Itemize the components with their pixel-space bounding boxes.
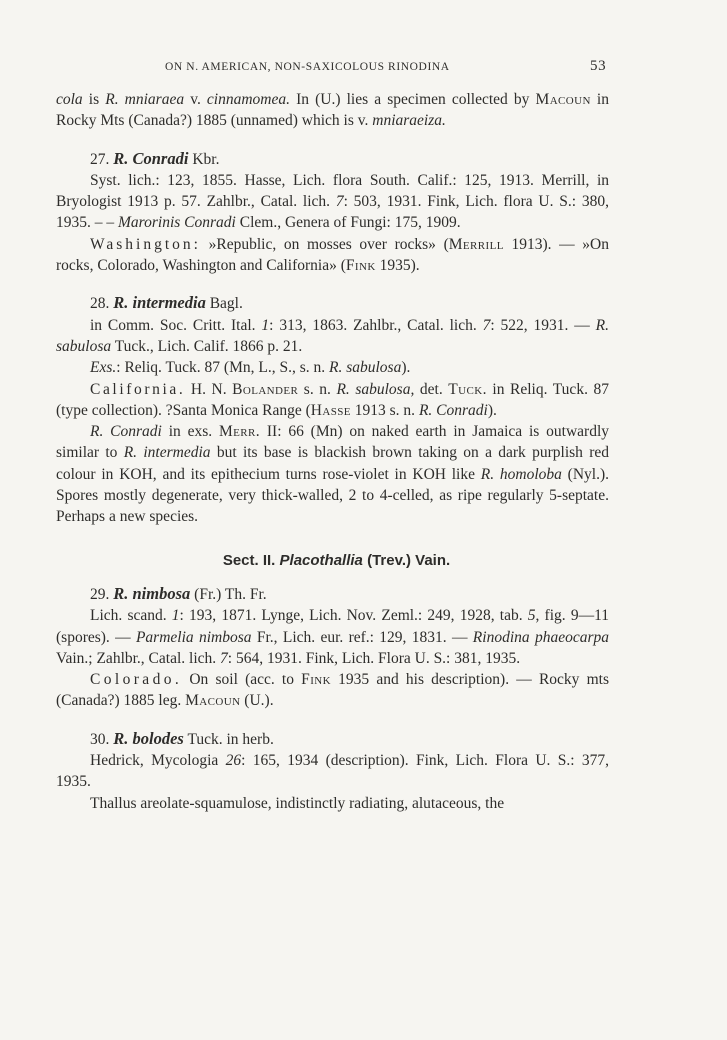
- text-run: Thallus areolate-squamulose, indistinctly radiating, alutaceous, the: [90, 794, 505, 812]
- note-28: [56, 421, 609, 527]
- text-run: Lich. scand.: [90, 607, 172, 625]
- text-run: : 165, 1934 (description). Fink, Lich. Flora U. S.: 377, 1935.: [56, 752, 610, 791]
- species-author: Bagl.: [205, 295, 243, 313]
- region-name: California.: [90, 380, 186, 398]
- running-header: [0, 58, 727, 78]
- volume-number: 7: [335, 193, 344, 211]
- text-run: H. N.: [185, 380, 233, 398]
- taxon-name: cola: [56, 91, 83, 108]
- text-run: in exs.: [161, 423, 219, 441]
- taxon-name: R. homoloba: [480, 465, 562, 483]
- collector-name: Hasse: [310, 401, 351, 419]
- taxon-name: R. intermedia: [123, 444, 211, 462]
- volume-number: 26: [225, 752, 242, 770]
- region-name: Washington:: [90, 235, 201, 253]
- intro-paragraph: [56, 89, 609, 132]
- text-run: : 193, 1871. Lynge, Lich. Nov. Zeml.: 249, 1928, tab.: [179, 607, 528, 625]
- collector-name: Macoun: [185, 692, 241, 710]
- references-30: [56, 750, 609, 793]
- description-30: [56, 793, 609, 814]
- section-name: Placothallia: [279, 551, 363, 569]
- collector-name: Bolander: [232, 380, 299, 398]
- species-number: 30.: [90, 730, 114, 748]
- distribution-28: [56, 379, 609, 422]
- species-heading-28: [56, 292, 609, 314]
- text-run: ).: [401, 359, 411, 377]
- collector-name: Fink: [301, 671, 331, 689]
- text-run: In (U.) lies a specimen collected by: [290, 91, 536, 108]
- text-run: 1935 and his description). — Rocky mts (Canada?) 1885 leg.: [56, 671, 609, 710]
- collector-name: Merr.: [218, 423, 261, 441]
- species-heading-30: [56, 728, 609, 750]
- references-29: [56, 605, 609, 669]
- species-name: R. nimbosa: [113, 583, 191, 603]
- distribution-27: [56, 234, 609, 277]
- text-run: Hedrick, Mycologia: [90, 752, 226, 770]
- volume-number: 1: [261, 316, 270, 334]
- text-run: but its base is blackish brown taking on a dark purplish red colour in KOH, and its epithecium turns rose-violet in KOH like: [56, 444, 610, 483]
- text-run: in Comm. Soc. Critt. Ital.: [90, 316, 262, 334]
- species-heading-27: [56, 148, 609, 170]
- references-27: [56, 170, 609, 234]
- text-run: , fig. 9—11 (spores). —: [56, 607, 609, 646]
- text-run: Syst. lich.: 123, 1855. Hasse, Lich. flora South. Calif.: 125, 1913. Merrill, in Bryologist 1913 p. 57. Zahlbr., Catal. lich.: [56, 171, 609, 211]
- text-body: [56, 89, 609, 814]
- species-name: R. intermedia: [113, 293, 206, 313]
- taxon-name: R. sabulosa,: [336, 380, 415, 398]
- taxon-name: R. Conradi: [418, 401, 488, 419]
- synonym-name: Parmelia nimbosa: [135, 628, 252, 646]
- text-run: : 564, 1931. Fink, Lich. Flora U. S.: 381, 1935.: [227, 649, 521, 667]
- text-run: On soil (acc. to: [182, 671, 302, 689]
- synonym-name: Rinodina phaeocarpa: [472, 628, 609, 646]
- text-run: : Reliq. Tuck. 87 (Mn, L., S., s. n.: [116, 359, 329, 377]
- text-run: ).: [487, 401, 497, 419]
- text-run: »Republic, on mosses over rocks» (: [200, 235, 449, 253]
- taxon-name: R. Conradi: [90, 423, 162, 441]
- exsiccata-28: [56, 357, 609, 378]
- volume-number: 7: [482, 316, 491, 334]
- collector-name: Merrill: [448, 235, 504, 253]
- text-run: Tuck., Lich. Calif. 1866 p. 21.: [111, 337, 303, 355]
- taxon-name: cinnamomea.: [206, 91, 290, 108]
- text-run: : 313, 1863. Zahlbr., Catal. lich.: [269, 316, 483, 334]
- text-run: v.: [184, 91, 207, 108]
- species-heading-29: [56, 583, 609, 605]
- taxon-name: R. sabulosa: [329, 359, 402, 377]
- region-name: Colorado.: [90, 671, 183, 689]
- species-author: Kbr.: [188, 150, 220, 168]
- volume-number: 7: [220, 649, 228, 667]
- text-run: : 522, 1931. —: [490, 316, 596, 334]
- collector-name: Tuck.: [448, 380, 487, 398]
- text-run: (Nyl.). Spores mostly degenerate, very thick-walled, 2 to 4-celled, as ripe regularly 5-septate. Perhaps a new species.: [56, 465, 609, 526]
- text-run: Fr., Lich. eur. ref.: 129, 1831. —: [251, 628, 473, 646]
- species-number: 27.: [90, 150, 114, 168]
- references-28: [56, 315, 609, 358]
- text-run: 1913). — »On rocks, Colorado, Washington and California» (: [56, 235, 609, 275]
- synonym-name: Marorinis Conradi: [118, 214, 236, 232]
- species-name: R. bolodes: [113, 728, 184, 748]
- text-run: s. n.: [298, 380, 337, 398]
- text-run: Clem., Genera of Fungi: 175, 1909.: [235, 214, 461, 232]
- section-label: Sect. II.: [222, 551, 280, 569]
- taxon-name: R. mniaraea: [105, 91, 185, 108]
- text-run: (U.).: [240, 692, 274, 710]
- synonym-name: R. sabulosa: [56, 316, 609, 355]
- running-title: ON N. AMERICAN, NON-SAXICOLOUS RINODINA: [165, 61, 450, 73]
- text-run: is: [82, 91, 106, 108]
- text-run: in Reliq. Tuck. 87 (type collection). ?Santa Monica Range (: [56, 380, 609, 419]
- taxon-name: mniaraeiza.: [372, 112, 446, 130]
- species-name: R. Conradi: [113, 148, 189, 168]
- page-number: 53: [590, 58, 607, 74]
- section-heading: [56, 550, 609, 571]
- text-run: 1913 s. n.: [350, 401, 419, 419]
- table-number: 5: [527, 607, 536, 625]
- species-number: 28.: [90, 295, 114, 313]
- text-run: II: 66 (Mn) on naked earth in Jamaica is outwardly similar to: [56, 423, 609, 462]
- exsiccata-label: Exs.: [90, 359, 117, 377]
- text-run: det.: [414, 380, 449, 398]
- volume-number: 1: [171, 607, 180, 625]
- species-author: Tuck. in herb.: [183, 730, 274, 748]
- text-run: Vain.; Zahlbr., Catal. lich.: [56, 649, 221, 667]
- collector-name: Fink: [345, 257, 376, 275]
- text-run: 1935).: [375, 257, 420, 275]
- distribution-29: [56, 669, 609, 712]
- text-run: : 503, 1931. Fink, Lich. flora U. S.: 380, 1935. – –: [56, 193, 609, 232]
- collector-name: Macoun: [535, 91, 591, 108]
- species-number: 29.: [90, 585, 114, 603]
- species-author: (Fr.) Th. Fr.: [190, 585, 267, 603]
- text-run: in Rocky Mts (Canada?) 1885 (unnamed) which is v.: [56, 91, 609, 130]
- section-author: (Trev.) Vain.: [362, 551, 451, 569]
